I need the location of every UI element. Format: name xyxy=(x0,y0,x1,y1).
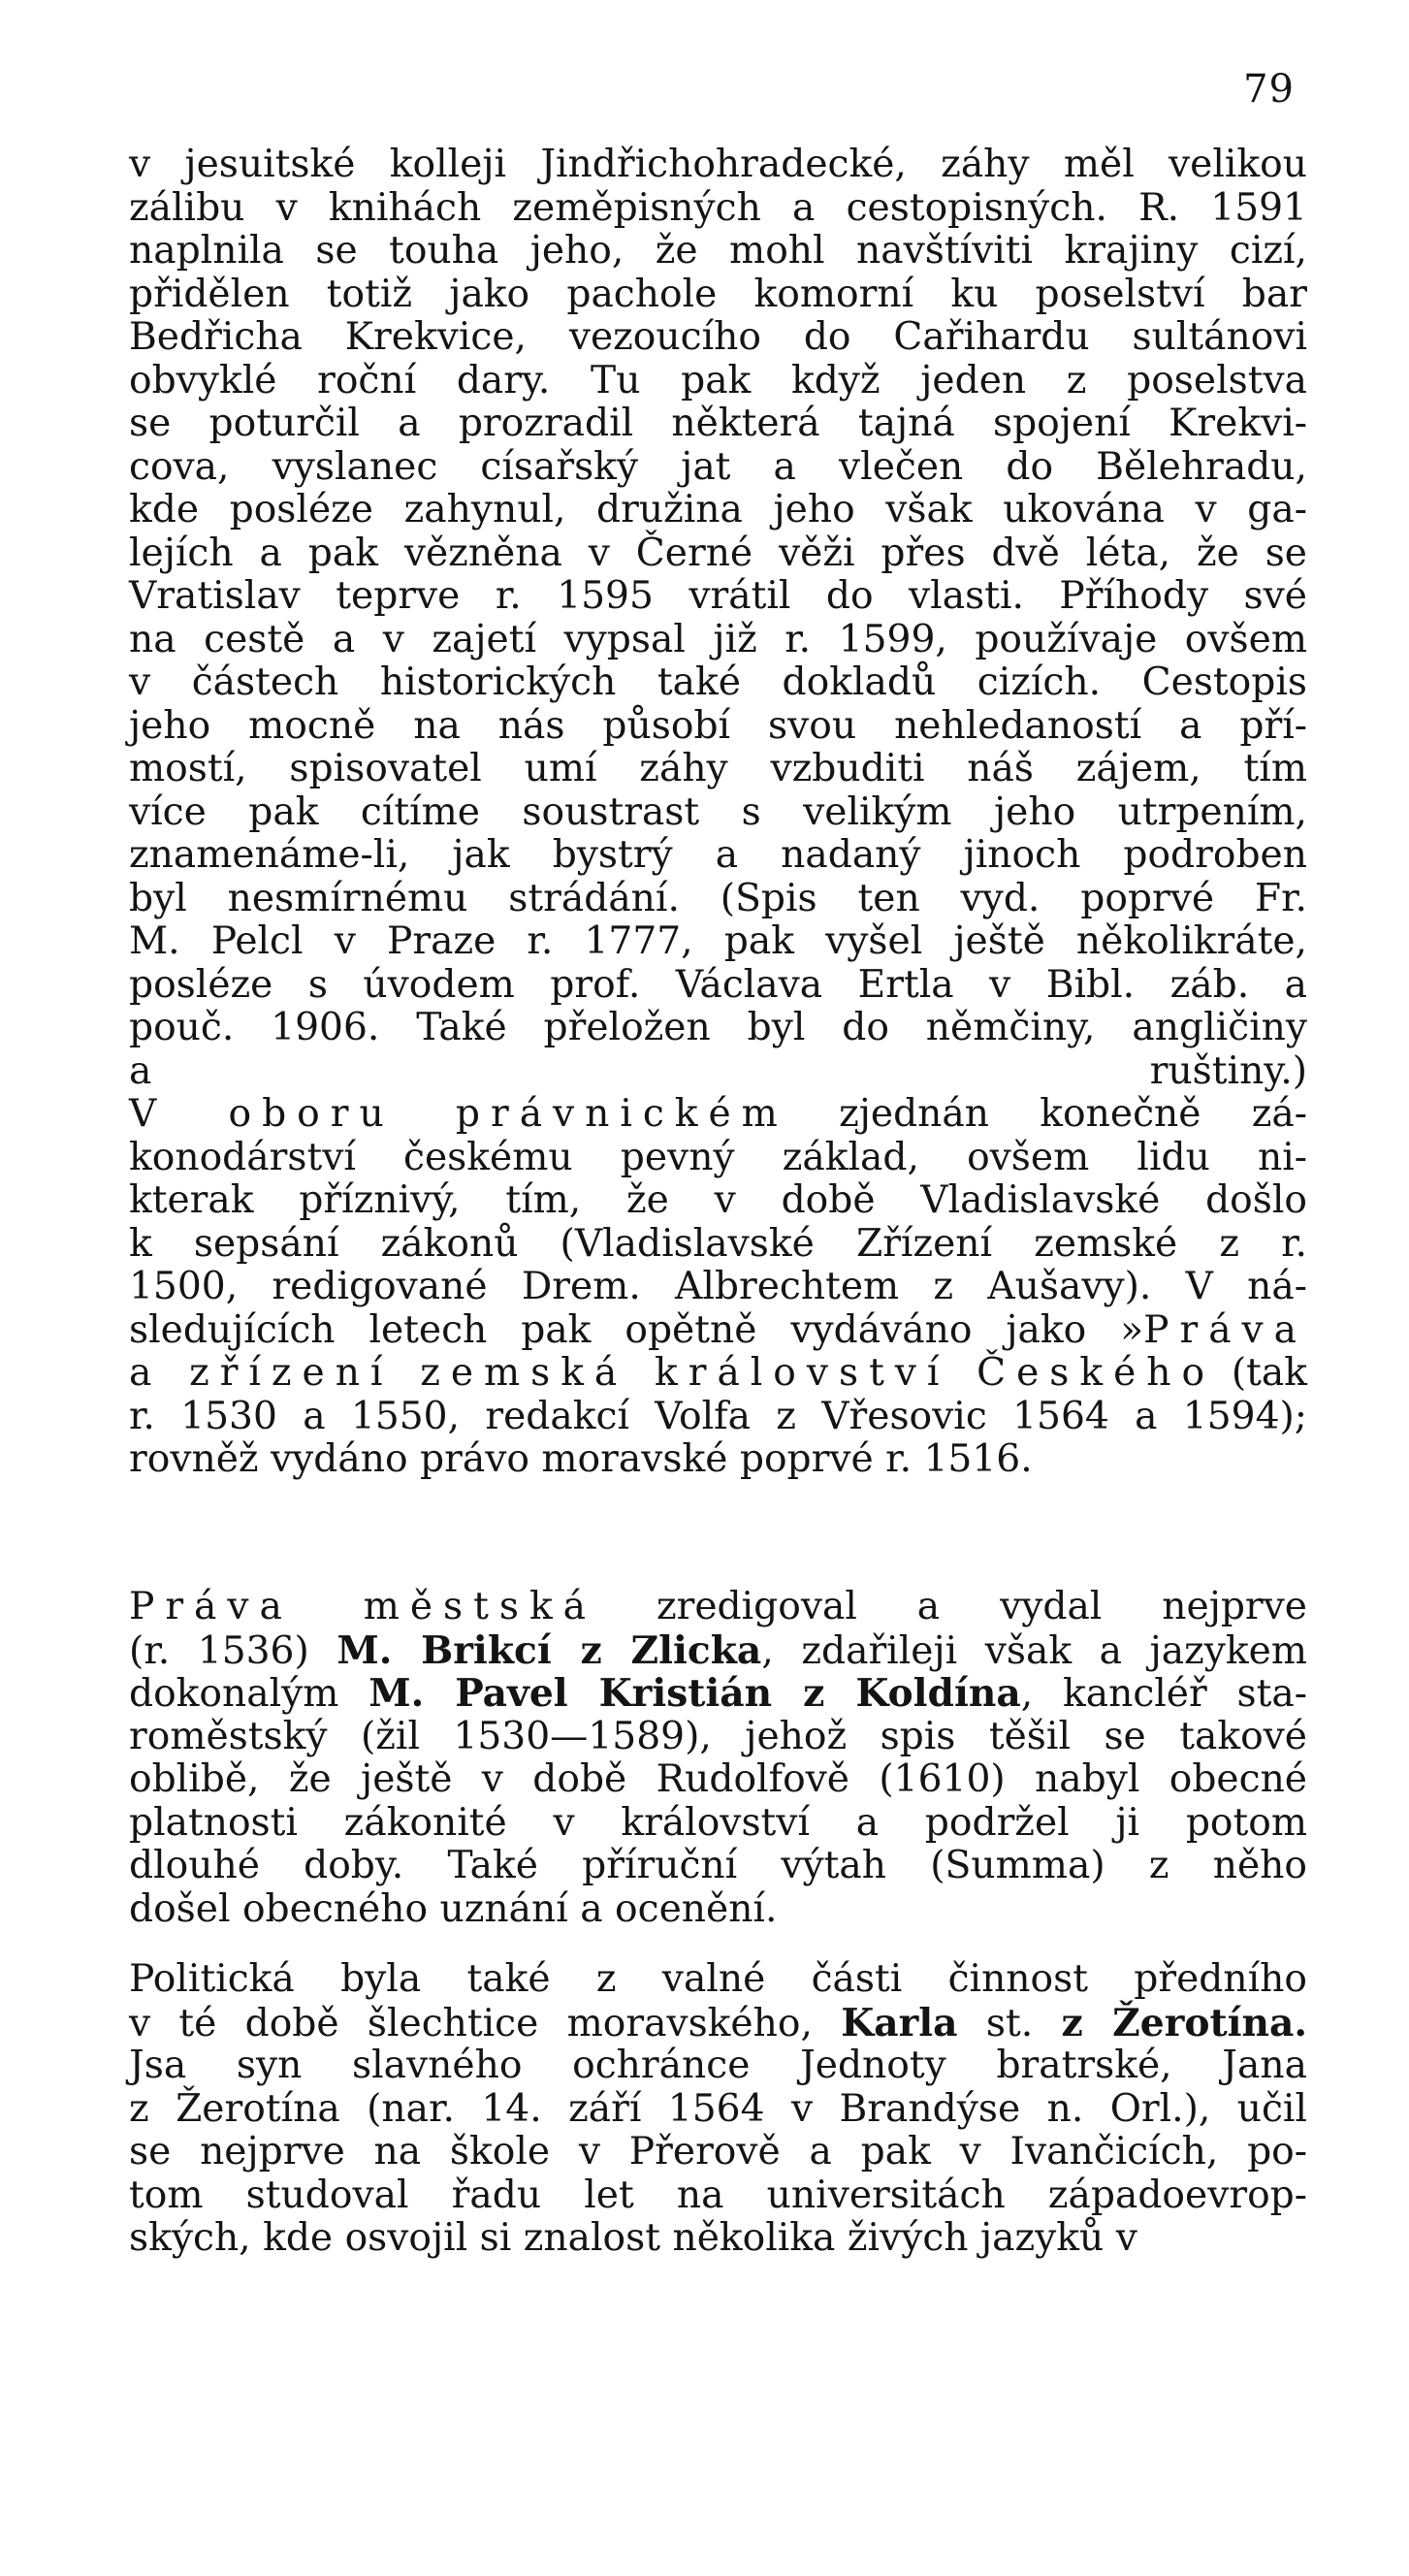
text-line xyxy=(129,1352,1307,1396)
text-segment: 1500, redigované Drem. Albrechtem z Aušavy). V ná- xyxy=(129,1265,1307,1308)
text-segment: byl nesmírnému strádání. (Spis ten vyd. poprvé Fr. xyxy=(129,876,1307,920)
spaced-emphasis: Práva městská xyxy=(129,1585,597,1628)
text-segment: v částech historických také dokladů cizích. Cestopis xyxy=(129,660,1307,704)
text-segment: rovněž vydáno právo moravské poprvé r. 1516. xyxy=(129,1437,1033,1481)
text-segment: oblibě, že ještě v době Rudolfově (1610) nabyl obecné xyxy=(129,1757,1307,1801)
text-line xyxy=(129,446,1307,490)
text-segment: se poturčil a prozradil některá tajná spojení Krekvi- xyxy=(129,402,1307,445)
bold-name: M. Pavel Kristián z Koldína xyxy=(368,1671,1021,1716)
text-segment: , kancléř sta- xyxy=(1020,1672,1307,1716)
text-segment: kterak příznivý, tím, že v době Vladislavské došlo xyxy=(129,1178,1307,1222)
text-line xyxy=(129,144,1307,187)
text-segment: zálibu v knihách zeměpisných a cestopisných. R. 1591 xyxy=(129,185,1307,230)
text-segment: znamenáme-li, jak bystrý a nadaný jinoch podroben xyxy=(129,833,1307,877)
text-segment: st. xyxy=(957,2001,1062,2045)
bold-name: M. Brikcí z Zlicka xyxy=(336,1627,762,1673)
text-line xyxy=(129,1586,1307,1629)
text-line xyxy=(129,1802,1307,1846)
text-segment: Jsa syn slavného ochránce Jednoty bratrské, Jana xyxy=(129,2044,1307,2087)
text-segment: naplnila se touha jeho, že mohl navštíviti krajiny cizí, xyxy=(129,229,1307,273)
text-line xyxy=(129,661,1307,705)
spaced-emphasis: V oboru právnickém xyxy=(129,1092,788,1136)
text-line xyxy=(129,2088,1307,2132)
text-line xyxy=(129,2174,1307,2218)
text-line xyxy=(129,1396,1307,1439)
text-segment: kde posléze zahynul, družina jeho však ukována v ga- xyxy=(129,488,1307,531)
text-segment: v té době šlechtice moravského, xyxy=(129,2001,842,2045)
bold-name: Karla xyxy=(841,2000,958,2045)
text-segment: M. Pelcl v Praze r. 1777, pak vyšel ještě několikráte, xyxy=(129,919,1307,963)
text-segment: se nejprve na škole v Přerově a pak v Ivančicích, po- xyxy=(129,2130,1307,2174)
text-segment: pouč. 1906. Také přeložen byl do němčiny, angličiny xyxy=(129,1006,1307,1049)
text-line xyxy=(129,920,1307,964)
text-segment: (r. 1536) xyxy=(129,1628,337,1673)
text-segment: Vratislav teprve r. 1595 vrátil do vlasti. Příhody své xyxy=(129,574,1307,618)
text-line xyxy=(129,316,1307,360)
text-segment: obvyklé roční dary. Tu pak když jeden z poselstva xyxy=(129,358,1307,402)
text-line xyxy=(129,1758,1307,1802)
text-line xyxy=(129,187,1307,231)
text-line xyxy=(129,834,1307,878)
text-line xyxy=(129,1629,1307,1673)
text-line xyxy=(129,402,1307,446)
text-segment: ských, kde osvojil si znalost několika živých jazyků v xyxy=(129,2216,1137,2260)
text-segment: zredigoval a vydal nejprve xyxy=(596,1585,1307,1628)
text-line xyxy=(129,1716,1307,1759)
text-line xyxy=(129,2045,1307,2088)
bold-name: z Žerotína. xyxy=(1061,2000,1308,2045)
text-line xyxy=(129,1223,1307,1267)
text-line xyxy=(129,748,1307,791)
text-line xyxy=(129,532,1307,576)
text-segment: posléze s úvodem prof. Václava Ertla v Bibl. záb. a xyxy=(129,962,1307,1007)
text-segment: zjednán konečně zá- xyxy=(787,1092,1307,1136)
text-segment: konodárství českému pevný základ, ovšem lidu ni- xyxy=(129,1135,1307,1179)
text-line xyxy=(129,878,1307,921)
text-line xyxy=(129,964,1307,1008)
text-segment: na cestě a v zajetí vypsal již r. 1599, používaje ovšem xyxy=(129,617,1307,661)
text-segment: r. 1530 a 1550, redakcí Volfa z Vřesovic 1564 a 1594); xyxy=(129,1394,1307,1438)
text-segment: Politická byla také z valné části činnost předního xyxy=(129,1957,1307,2001)
text-line xyxy=(129,360,1307,403)
paragraph-vratislav-travels-and-law xyxy=(129,144,1307,1482)
text-segment: cova, vyslanec císařský jat a vlečen do Bělehradu, xyxy=(129,444,1307,489)
text-line xyxy=(129,2131,1307,2174)
text-line xyxy=(129,489,1307,532)
text-line xyxy=(129,575,1307,619)
text-line xyxy=(129,2002,1307,2045)
text-line xyxy=(129,1888,1307,1932)
text-segment: tom studoval řadu let na universitách západoevrop- xyxy=(129,2173,1307,2217)
text-segment: došel obecného uznání a ocenění. xyxy=(129,1886,778,1931)
text-line xyxy=(129,274,1307,317)
text-segment: Bedřicha Krekvice, vezoucího do Cařihardu sultánovi xyxy=(129,315,1307,359)
text-line xyxy=(129,1050,1307,1094)
text-segment: v jesuitské kolleji Jindřichohradecké, záhy měl velikou xyxy=(129,143,1307,186)
text-line xyxy=(129,619,1307,662)
text-line xyxy=(129,1438,1307,1482)
text-segment: , zdařileji však a jazykem xyxy=(761,1628,1308,1673)
spaced-emphasis: a zřízení zemská království Českého xyxy=(129,1351,1216,1395)
text-segment: sledujících letech pak opětně vydáváno jako » xyxy=(129,1307,1144,1352)
text-line xyxy=(129,2217,1307,2261)
text-line xyxy=(129,1266,1307,1309)
text-line xyxy=(129,1179,1307,1223)
text-line xyxy=(129,1309,1307,1353)
text-segment: k sepsání zákonů (Vladislavské Zřízení zemské z r. xyxy=(129,1221,1307,1266)
text-segment: lejích a pak vězněna v Černé věži přes dvě léta, že se xyxy=(129,531,1307,575)
text-line xyxy=(129,1137,1307,1180)
page-number: 79 xyxy=(1243,67,1295,112)
text-segment: a ruštiny.) xyxy=(129,1048,1307,1093)
paragraph-city-law xyxy=(129,1586,1307,1931)
spaced-emphasis: Práva xyxy=(1143,1307,1307,1352)
text-line xyxy=(129,1007,1307,1050)
paragraph-karel-zerotin xyxy=(129,1958,1307,2261)
text-segment: přidělen totiž jako pachole komorní ku poselství bar xyxy=(129,272,1307,316)
text-segment: dokonalým xyxy=(129,1672,369,1716)
text-line xyxy=(129,1958,1307,2002)
text-line xyxy=(129,1093,1307,1137)
text-line xyxy=(129,791,1307,835)
text-line xyxy=(129,1845,1307,1888)
text-segment: mostí, spisovatel umí záhy vzbuditi náš zájem, tím xyxy=(129,747,1307,790)
text-segment: (tak xyxy=(1215,1351,1308,1395)
text-segment: dlouhé doby. Také příruční výtah (Summa) z něho xyxy=(129,1844,1307,1887)
text-segment: platnosti zákonité v království a podržel ji potom xyxy=(129,1800,1307,1845)
text-line xyxy=(129,230,1307,274)
text-segment: roměstský (žil 1530—1589), jehož spis těšil se takové xyxy=(129,1714,1307,1758)
text-segment: jeho mocně na nás působí svou nehledaností a pří- xyxy=(129,703,1307,748)
text-segment: z Žerotína (nar. 14. září 1564 v Brandýse n. Orl.), učil xyxy=(129,2086,1307,2131)
text-line xyxy=(129,1672,1307,1716)
text-segment: více pak cítíme soustrast s velikým jeho utrpením, xyxy=(129,789,1307,834)
text-line xyxy=(129,705,1307,749)
